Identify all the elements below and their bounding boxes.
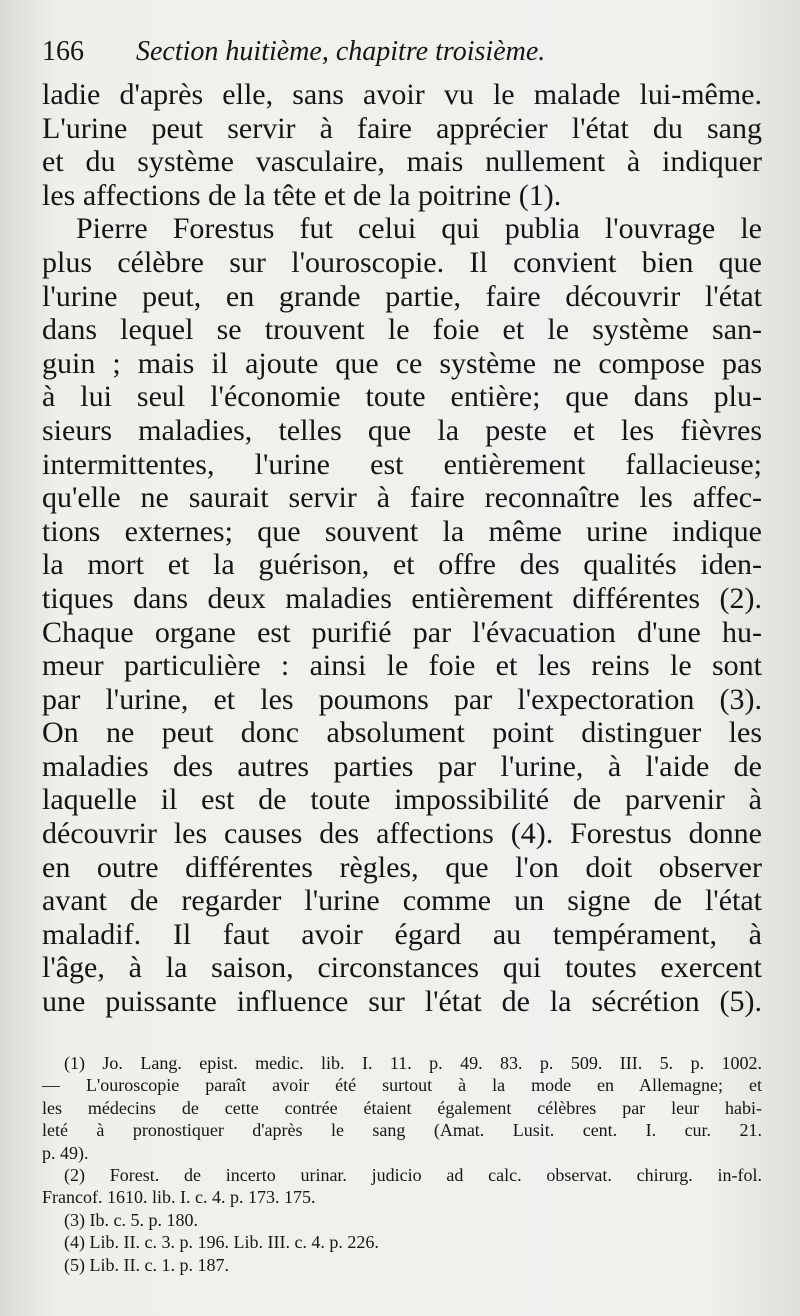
body-line: la mort et la guérison, et offre des qualités iden- — [42, 548, 762, 582]
body-line: L'urine peut servir à faire apprécier l'état du sang — [42, 111, 762, 145]
body-line: laquelle il est de toute impossibilité de parvenir à — [42, 783, 762, 817]
footnote-line: Francof. 1610. lib. I. c. 4. p. 173. 175. — [42, 1187, 316, 1208]
page-number: 166 — [42, 36, 84, 67]
body-line: intermittentes, l'urine est entièrement fallacieuse; — [42, 447, 762, 481]
body-line: découvrir les causes des affections (4). Forestus donne — [42, 817, 762, 851]
footnote-line: (2) Forest. de incerto urinar. judicio ad calc. observat. chirurg. in-fol. — [64, 1164, 762, 1185]
body-line: ladie d'après elle, sans avoir vu le malade lui-même. — [42, 78, 762, 111]
footnote-line: — L'ouroscopie paraît avoir été surtout à la mode en Allemagne; et — [42, 1075, 762, 1096]
body-text — [42, 78, 762, 1019]
footnote-line: (3) Ib. c. 5. p. 180. — [64, 1209, 198, 1230]
footnote-line: (5) Lib. II. c. 1. p. 187. — [64, 1254, 229, 1275]
body-line: Pierre Forestus fut celui qui publia l'ouvrage le — [76, 212, 762, 246]
body-line: à lui seul l'économie toute entière; que dans plu- — [42, 380, 762, 414]
body-line: tions externes; que souvent la même urine indique — [42, 514, 762, 548]
body-line: guin ; mais il ajoute que ce système ne compose pas — [42, 346, 762, 380]
footnote-line: p. 49). — [42, 1142, 89, 1163]
body-line: maladies des autres parties par l'urine, à l'aide de — [42, 749, 762, 783]
body-line: les affections de la tête et de la poitrine (1). — [42, 178, 562, 212]
body-line: sieurs maladies, telles que la peste et les fièvres — [42, 413, 762, 447]
running-title: Section huitième, chapitre troisième. — [136, 36, 546, 67]
body-line: qu'elle ne saurait servir à faire reconnaître les affec- — [42, 481, 762, 515]
body-line: l'âge, à la saison, circonstances qui toutes exercent — [42, 951, 762, 985]
footnote-line: les médecins de cette contrée étaient également célèbres par leur habi- — [42, 1097, 762, 1118]
body-line: On ne peut donc absolument point distinguer les — [42, 716, 762, 750]
body-line: une puissante influence sur l'état de la sécrétion (5). — [42, 985, 762, 1019]
body-line: plus célèbre sur l'ouroscopie. Il convient bien que — [42, 245, 762, 279]
body-line: tiques dans deux maladies entièrement différentes (2). — [42, 581, 762, 615]
body-line: en outre différentes règles, que l'on doit observer — [42, 850, 762, 884]
footnote-line: (1) Jo. Lang. epist. medic. lib. I. 11. p. 49. 83. p. 509. III. 5. p. 1002. — [64, 1053, 762, 1073]
body-line: par l'urine, et les poumons par l'expectoration (3). — [42, 682, 762, 716]
body-line: avant de regarder l'urine comme un signe de l'état — [42, 884, 762, 918]
footnote-line: leté à pronostiquer d'après le sang (Amat. Lusit. cent. I. cur. 21. — [42, 1120, 762, 1141]
body-line: maladif. Il faut avoir égard au tempérament, à — [42, 917, 762, 951]
body-line: meur particulière : ainsi le foie et les reins le sont — [42, 649, 762, 683]
body-line: Chaque organe est purifié par l'évacuation d'une hu- — [42, 615, 762, 649]
body-line: l'urine peut, en grande partie, faire découvrir l'état — [42, 279, 762, 313]
body-line: dans lequel se trouvent le foie et le système san- — [42, 313, 762, 347]
body-line: et du système vasculaire, mais nullement à indiquer — [42, 145, 762, 179]
footnote-line: (4) Lib. II. c. 3. p. 196. Lib. III. c. 4. p. 226. — [64, 1232, 379, 1253]
footnotes — [42, 1052, 762, 1276]
running-head — [42, 30, 762, 74]
